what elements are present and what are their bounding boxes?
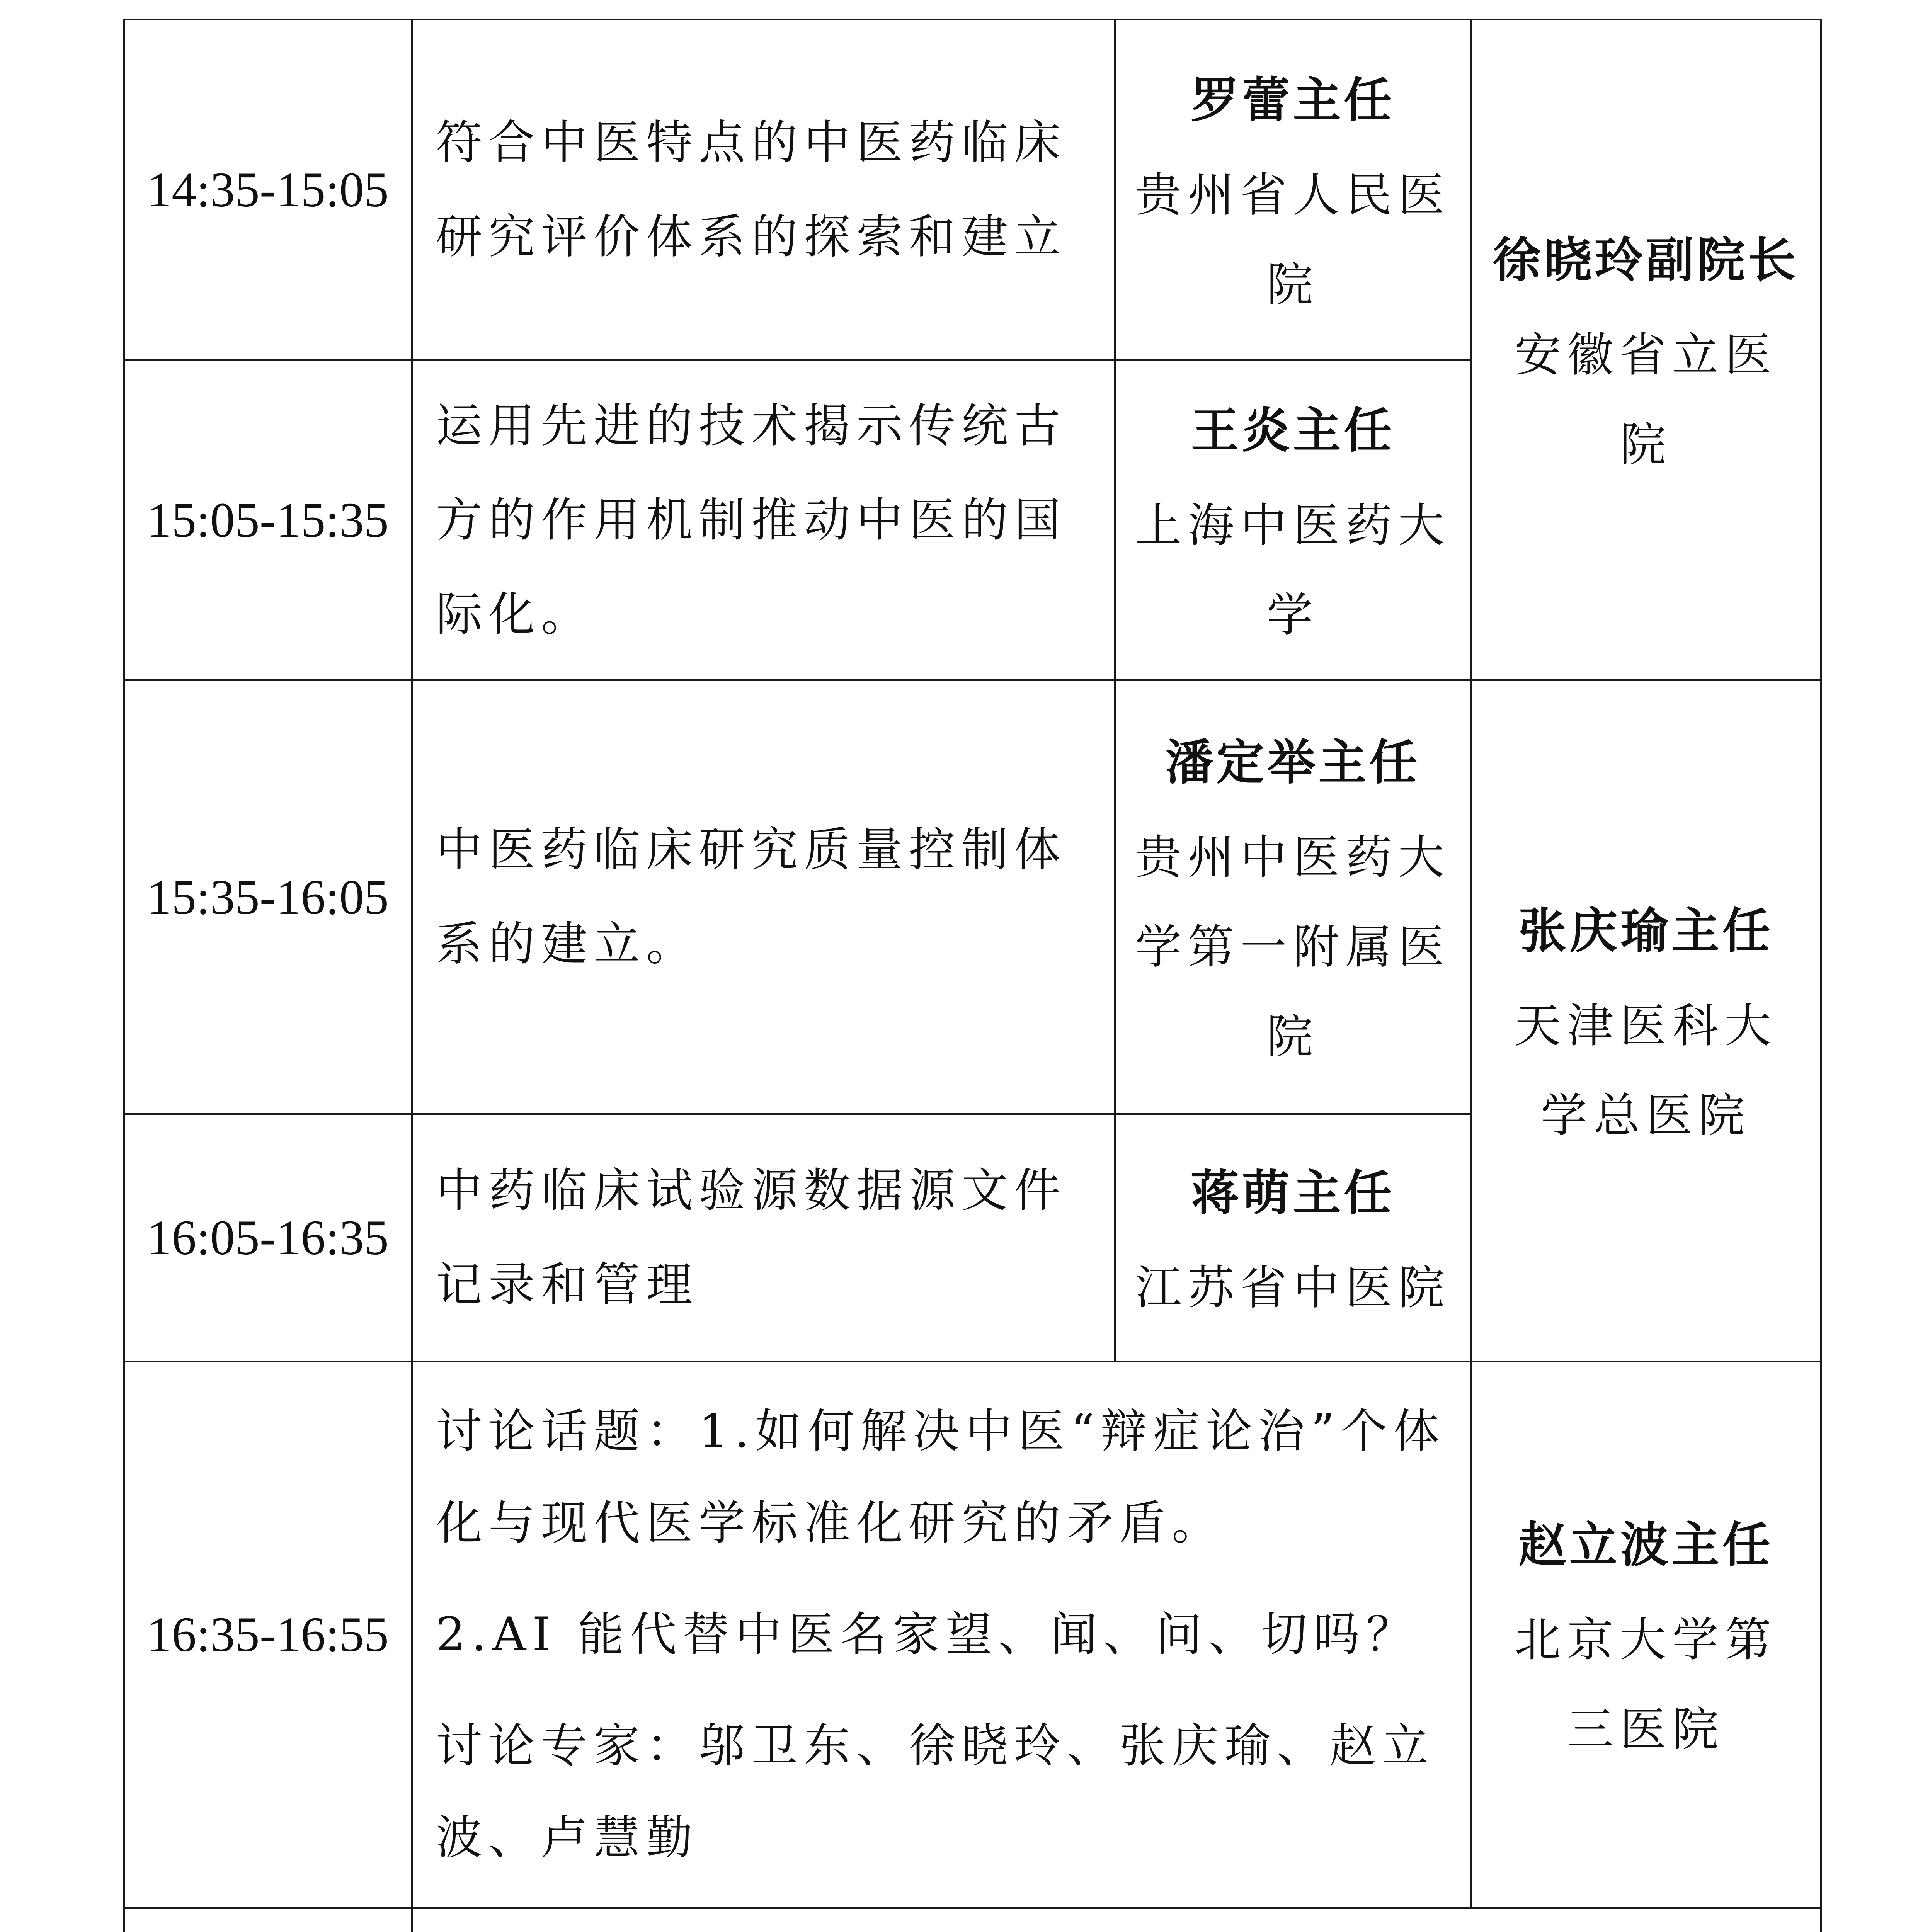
speaker-org: 江苏省中医院 [1135,1261,1451,1315]
discussion-experts: 讨论专家：邬卫东、徐晓玲、张庆瑜、赵立波、卢慧勤 [436,1719,1435,1865]
table-row [124,1908,1821,1932]
speaker-org: 上海中医药大学 [1135,498,1451,642]
speaker-name: 罗蕾主任 [1191,72,1395,128]
discussion-topic-1: 讨论话题：1.如何解决中医“辩症论治”个体化与现代医学标准化研究的矛盾。 [436,1404,1446,1550]
schedule-table [123,19,1822,1932]
topic-cell: 中药临床试验源数据源文件记录和管理 [412,1114,1115,1362]
topic-cell: 符合中医特点的中医药临床研究评价体系的探索和建立 [412,20,1115,361]
speaker-org: 贵州省人民医院 [1135,168,1451,312]
time-cell: 16:35-16:55 [124,1362,412,1908]
host-name: 张庆瑜主任 [1518,903,1773,959]
time-cell: 16:05-16:35 [124,1114,412,1362]
speaker-name: 王炎主任 [1191,403,1395,459]
speaker-name: 蒋萌主任 [1191,1165,1395,1221]
discussion-topic-2: 2.AI 能代替中医名家望、闻、问、切吗？ [436,1607,1419,1662]
speaker-cell [1115,361,1471,680]
table-row [124,680,1821,1114]
table-row [124,20,1821,361]
host-cell [1471,680,1821,1362]
speaker-cell [1115,680,1471,1114]
topic-cell: 运用先进的技术揭示传统古方的作用机制推动中医的国际化。 [412,361,1115,680]
host-cell [1471,20,1821,680]
topic-cell: 中医药临床研究质量控制体系的建立。 [412,680,1115,1114]
host-name: 徐晓玲副院长 [1493,232,1799,288]
speaker-org: 贵州中医药大学第一附属医院 [1135,831,1451,1064]
time-cell [124,1908,412,1932]
time-cell: 15:35-16:05 [124,680,412,1114]
speaker-name: 潘定举主任 [1165,735,1421,791]
discussion-cell [412,1362,1471,1908]
host-org: 北京大学第三医院 [1515,1613,1777,1757]
time-cell: 14:35-15:05 [124,20,412,361]
speaker-cell [1115,20,1471,361]
host-org: 天津医科大学总医院 [1515,999,1777,1143]
table-row [124,1362,1821,1908]
host-cell [1471,1362,1821,1908]
host-name: 赵立波主任 [1518,1517,1773,1573]
speaker-cell [1115,1114,1471,1362]
closing-cell [412,1908,1821,1932]
host-org: 安徽省立医院 [1515,328,1777,472]
time-cell: 15:05-15:35 [124,361,412,680]
